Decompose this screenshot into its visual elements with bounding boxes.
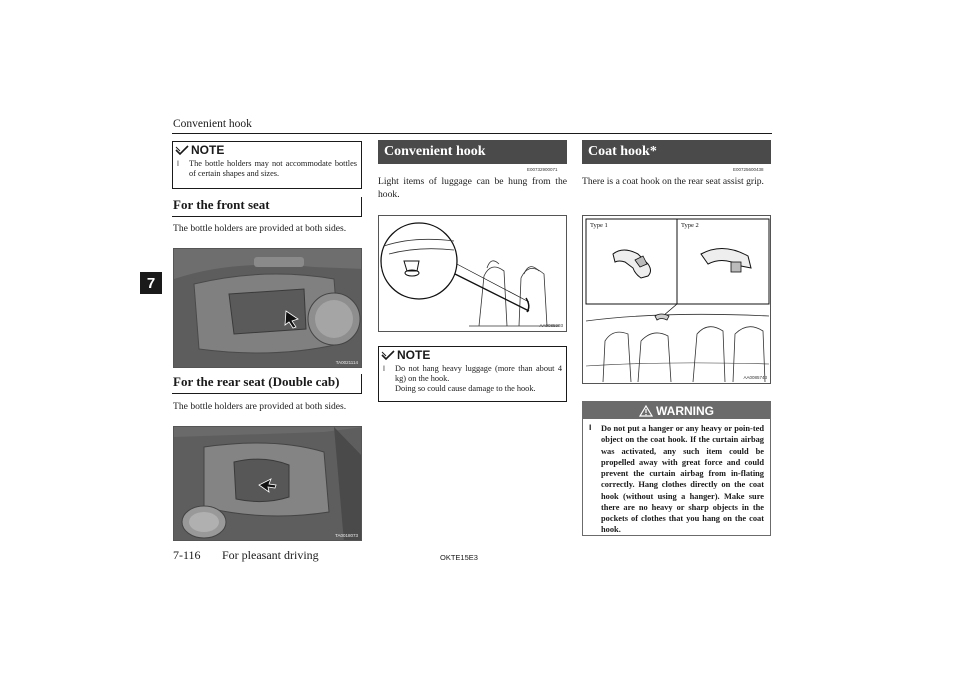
rear-seat-rule	[172, 393, 362, 394]
coat-hook-code: E00725600438	[733, 167, 764, 172]
note-header	[173, 142, 361, 158]
footer-document-code: OKTE15E3	[440, 553, 478, 562]
note-bullet: l	[177, 160, 179, 168]
warning-triangle-icon	[639, 405, 653, 417]
footer-page-number: 7-116	[173, 548, 201, 562]
coat-hook-image-code: AA0085743	[743, 375, 767, 380]
convenient-hook-code: E00732900071	[527, 167, 558, 172]
warning-text: Do not put a hanger or any heavy or poin-ted object on the coat hook. If the curtain airbag was activated, any such item could be propelled away with great force and could prevent the curtain airbag from in-flating correctly. Hang clothes directly on the coat hook (without using a hanger). Make sure there are no heavy or sharp objects in the pockets of clothes that you hang on the coat hook.	[601, 424, 764, 535]
rear-seat-rule-tick	[361, 374, 362, 393]
convenient-hook-note	[378, 346, 567, 402]
note-title: NOTE	[397, 348, 431, 362]
front-seat-heading: For the front seat	[173, 197, 270, 212]
note-text-line2: Doing so could cause damage to the hook.	[395, 383, 536, 393]
note-pencil-icon	[175, 145, 189, 156]
note-bullet: l	[383, 365, 385, 373]
footer-section-title: For pleasant driving	[222, 548, 319, 562]
rear-seat-heading: For the rear seat (Double cab)	[173, 374, 340, 389]
header-rule	[172, 133, 772, 134]
note-text: The bottle holders may not accommodate bottles of certain shapes and sizes.	[189, 159, 357, 178]
type1-label: Type 1	[590, 222, 608, 229]
front-door-bottle-holder-image	[173, 248, 362, 368]
front-seat-image-code: TA0021114	[335, 360, 358, 365]
note-header	[379, 347, 566, 363]
convenient-hook-text: Light items of luggage can be hung from the hook.	[378, 176, 567, 200]
type2-label: Type 2	[681, 222, 699, 229]
warning-title: WARNING	[656, 403, 714, 418]
rear-door-bottle-holder-image	[173, 426, 362, 541]
page-header-title: Convenient hook	[173, 118, 252, 130]
warning-bullet: l	[589, 424, 592, 432]
chapter-tab: 7	[140, 272, 162, 294]
convenient-hook-image-code: AA0085993	[539, 323, 563, 328]
coat-hook-text: There is a coat hook on the rear seat assist grip.	[582, 176, 764, 187]
front-seat-text: The bottle holders are provided at both sides.	[173, 223, 347, 234]
note-title: NOTE	[191, 143, 225, 157]
coat-hook-figure	[582, 215, 771, 384]
front-seat-rule-tick	[361, 197, 362, 216]
note-pencil-icon	[381, 350, 395, 361]
rear-seat-text: The bottle holders are provided at both sides.	[173, 401, 347, 412]
warning-header	[583, 402, 770, 419]
bottle-holder-note	[172, 141, 362, 189]
rear-seat-image-code: TA0018073	[335, 533, 358, 538]
coat-hook-warning	[582, 401, 771, 536]
coat-hook-heading: Coat hook*	[582, 140, 771, 164]
convenient-hook-figure	[378, 215, 567, 332]
note-text-line1: Do not hang heavy luggage (more than about 4 kg) on the hook.	[395, 364, 562, 383]
front-seat-rule	[172, 216, 362, 217]
convenient-hook-heading: Convenient hook	[378, 140, 567, 164]
